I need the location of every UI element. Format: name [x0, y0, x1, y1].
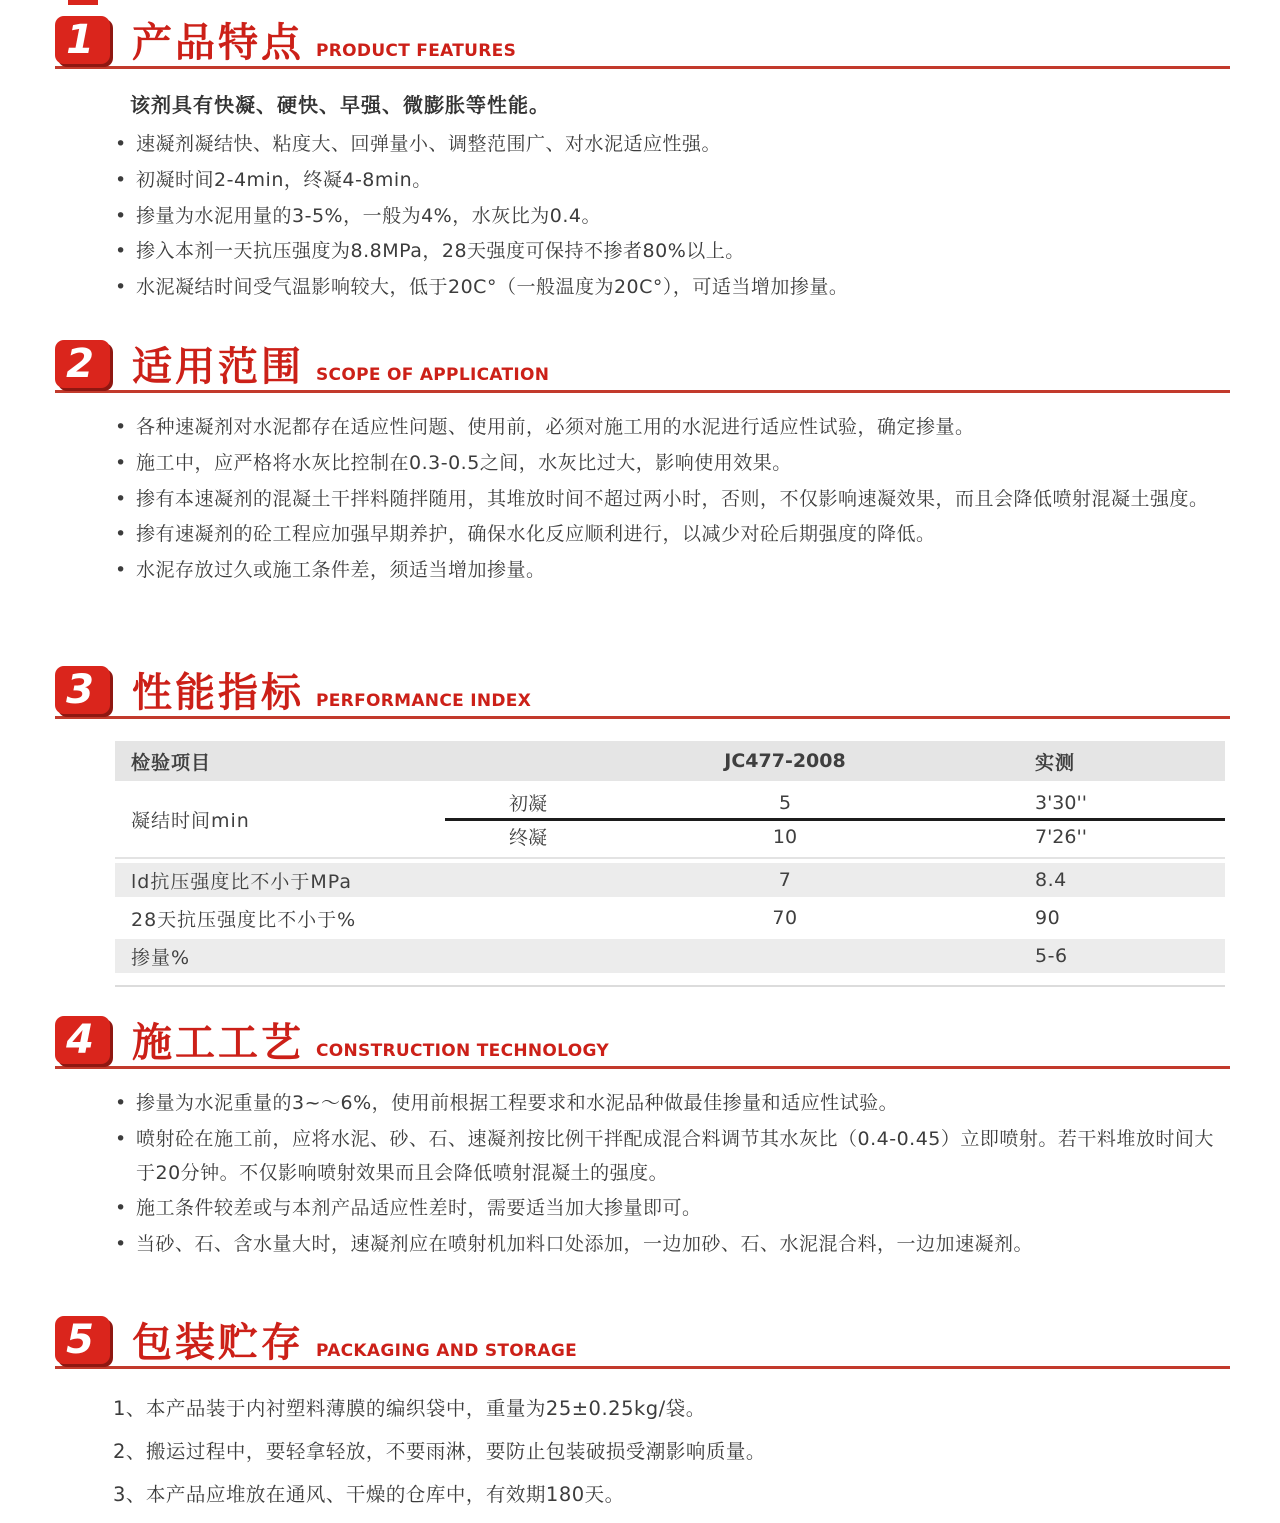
list-item: • 当砂、石、含水量大时，速凝剂应在喷射机加料口处添加，一边加砂、石、水泥混合料，一边加速凝剂。 [113, 1228, 1230, 1262]
list-item: 2、搬运过程中，要轻拿轻放，不要雨淋，要防止包装破损受潮影响质量。 [113, 1440, 766, 1464]
table-cell-measured: 3'30'' [1035, 791, 1087, 814]
section-product-features [55, 16, 1230, 307]
table-cell-subname: 终凝 [509, 827, 548, 849]
list-item: 3、本产品应堆放在通风、干燥的仓库中，有效期180天。 [113, 1483, 625, 1507]
table-cell-subname: 初凝 [509, 793, 548, 815]
features-intro: 该剂具有快凝、硬快、早强、微膨胀等性能。 [130, 93, 550, 117]
section-scope-of-application [55, 340, 1230, 590]
section-5-title: 包装贮存 [132, 1320, 304, 1366]
section-3-subtitle: PERFORMANCE INDEX [316, 691, 532, 711]
section-performance-index [55, 666, 1230, 987]
table-cell-label: ld抗压强度比不小于MPa [131, 870, 352, 893]
section-1-subtitle: PRODUCT FEATURES [316, 41, 517, 61]
top-red-dash [68, 0, 98, 5]
table-header-measured: 实测 [1035, 751, 1076, 774]
section-2-subtitle: SCOPE OF APPLICATION [316, 365, 550, 385]
section-3-number: 3 [66, 667, 94, 713]
list-item: • 施工中，应严格将水灰比控制在0.3-0.5之间，水灰比过大，影响使用效果。 [113, 447, 1230, 481]
section-4-number: 4 [66, 1017, 94, 1063]
section-5-number: 5 [66, 1317, 94, 1363]
list-item: • 掺量为水泥用量的3-5%，一般为4%，水灰比为0.4。 [113, 200, 1230, 234]
section-1-number-badge [55, 16, 110, 64]
section-3-header [55, 666, 1230, 719]
list-item: • 掺入本剂一天抗压强度为8.8MPa，28天强度可保持不掺者80%以上。 [113, 235, 1230, 269]
table-cell-standard: 10 [772, 825, 798, 848]
list-item: • 喷射砼在施工前，应将水泥、砂、石、速凝剂按比例干拌配成混合料调节其水灰比（0.4-0.45）立即喷射。若干料堆放时间大于20分钟。不仅影响喷射效果而且会降低喷射混凝土的强度。 [113, 1123, 1230, 1191]
list-item: • 速凝剂凝结快、粘度大、回弹量小、调整范围广、对水泥适应性强。 [113, 128, 1230, 162]
section-3-number-badge [55, 666, 110, 714]
table-cell-measured: 5-6 [1035, 945, 1068, 967]
setting-time-subrows [445, 787, 1225, 852]
section-1-header [55, 16, 1230, 69]
section-5-header [55, 1316, 1230, 1369]
table-cell-measured: 8.4 [1035, 869, 1067, 891]
table-cell-standard: 5 [778, 791, 792, 814]
section-1-number: 1 [66, 17, 94, 63]
scope-list [113, 411, 1230, 588]
table-cell-measured: 90 [1035, 907, 1061, 929]
table-row [115, 863, 1225, 897]
features-list [113, 128, 1230, 305]
packaging-list [113, 1393, 1230, 1511]
list-item: • 施工条件较差或与本剂产品适应性差时，需要适当加大掺量即可。 [113, 1192, 1230, 1226]
section-1-title: 产品特点 [132, 20, 304, 66]
table-cell-label: 28天抗压强度比不小于% [131, 908, 357, 931]
list-item: • 各种速凝剂对水泥都存在适应性问题、使用前，必须对施工用的水泥进行适应性试验，确定掺量。 [113, 411, 1230, 445]
list-item: • 掺有速凝剂的砼工程应加强早期养护，确保水化反应顺利进行，以减少对砼后期强度的降低。 [113, 518, 1230, 552]
table-cell-measured: 7'26'' [1035, 825, 1087, 848]
table-cell-standard: 7 [778, 869, 792, 891]
list-item: • 掺量为水泥重量的3~～6%，使用前根据工程要求和水泥品种做最佳掺量和适应性试验。 [113, 1087, 1230, 1121]
section-2-title: 适用范围 [132, 344, 304, 390]
table-cell-label: 掺量% [131, 946, 191, 969]
section-4-subtitle: CONSTRUCTION TECHNOLOGY [316, 1041, 609, 1061]
table-header-standard: JC477-2008 [724, 750, 846, 772]
table-bottom-rule [115, 985, 1225, 987]
table-subrow-initial-set [445, 787, 1225, 818]
table-row-setting-time [115, 787, 1225, 859]
section-2-number: 2 [66, 341, 94, 387]
list-item: • 初凝时间2-4min，终凝4-8min。 [113, 164, 1230, 198]
section-4-title: 施工工艺 [132, 1020, 304, 1066]
section-5-number-badge [55, 1316, 110, 1364]
section-packaging-storage [55, 1316, 1230, 1523]
performance-table [115, 741, 1225, 987]
table-row [115, 939, 1225, 973]
list-item: • 水泥存放过久或施工条件差，须适当增加掺量。 [113, 554, 1230, 588]
section-5-subtitle: PACKAGING AND STORAGE [316, 1341, 578, 1361]
table-header-item: 检验项目 [131, 751, 212, 774]
section-2-number-badge [55, 340, 110, 388]
section-4-header [55, 1016, 1230, 1069]
table-cell-label: 凝结时间min [131, 810, 250, 832]
list-item: • 掺有本速凝剂的混凝土干拌料随拌随用，其堆放时间不超过两小时，否则，不仅影响速凝效果，而且会降低喷射混凝土强度。 [113, 483, 1230, 517]
section-construction-technology [55, 1016, 1230, 1264]
table-subrow-final-set [445, 821, 1225, 852]
table-header-row [115, 741, 1225, 781]
construction-list [113, 1087, 1230, 1262]
table-cell-standard: 70 [772, 907, 798, 929]
section-3-title: 性能指标 [132, 670, 304, 716]
table-row [115, 901, 1225, 935]
list-item: • 水泥凝结时间受气温影响较大，低于20C°（一般温度为20C°），可适当增加掺量。 [113, 271, 1230, 305]
section-4-number-badge [55, 1016, 110, 1064]
section-2-header [55, 340, 1230, 393]
list-item: 1、本产品装于内衬塑料薄膜的编织袋中，重量为25±0.25kg/袋。 [113, 1397, 706, 1420]
